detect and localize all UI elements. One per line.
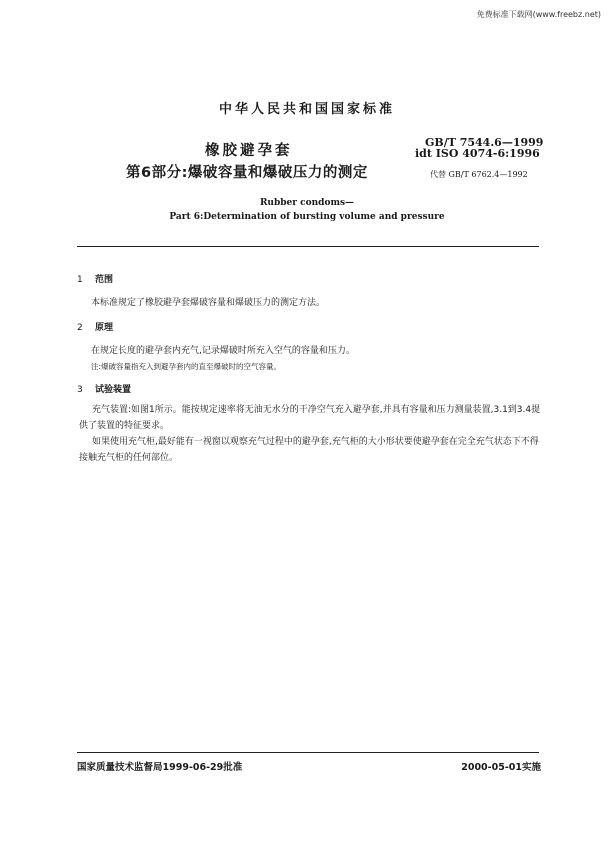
section-title: 范围 xyxy=(95,275,114,285)
section-text-principle: 在规定长度的避孕套内充气,记录爆破时所充入空气的容量和压力。 xyxy=(91,346,355,356)
idt-reference: idt ISO 4074-6:1996 xyxy=(415,147,540,160)
apparatus-paragraph-2: 如果使用充气柜,最好能有一视窗以观察充气过程中的避孕套,充气柜的大小形状要使避孕套在完全充气状态下不得接触充气柜的任何部位。 xyxy=(79,437,539,463)
apparatus-paragraph-1: 充气装置:如图1所示。能按规定速率将无油无水分的干净空气充入避孕套,并具有容量和压力测量装置,3.1到3.4提供了装置的特征要求。 xyxy=(79,405,541,431)
document-subtitle: 第6部分:爆破容量和爆破压力的测定 xyxy=(126,165,368,181)
section-number: 3 xyxy=(77,385,83,395)
standard-code: GB/T 7544.6—1999 xyxy=(425,136,544,149)
footer-divider xyxy=(77,752,539,753)
section-heading-principle xyxy=(77,320,113,333)
section-title: 原理 xyxy=(95,323,114,333)
section-note: 注:爆破容量指充入到避孕套内的直至爆破时的空气容量。 xyxy=(91,362,282,371)
document-title: 橡胶避孕套 xyxy=(205,143,293,159)
section-heading-scope xyxy=(77,272,113,285)
section-title: 试验装置 xyxy=(95,385,132,395)
replaces-reference: 代替 GB/T 6762.4—1992 xyxy=(430,170,528,179)
section-heading-apparatus xyxy=(77,382,131,395)
standard-type-heading: 中华人民共和国国家标准 xyxy=(218,102,395,117)
section-number: 2 xyxy=(77,323,83,333)
header-divider xyxy=(77,246,539,247)
approval-date: 国家质量技术监督局1999-06-29批准 xyxy=(77,762,243,773)
english-title-line2: Part 6:Determination of bursting volume and pressure xyxy=(169,212,445,222)
section-number: 1 xyxy=(77,275,83,285)
implementation-date: 2000-05-01实施 xyxy=(461,762,541,773)
section-text-scope: 本标准规定了橡胶避孕套爆破容量和爆破压力的测定方法。 xyxy=(91,298,326,308)
english-title-line1: Rubber condoms— xyxy=(259,198,355,208)
watermark-text: 免费标准下载网(www.freebz.net) xyxy=(476,10,601,19)
